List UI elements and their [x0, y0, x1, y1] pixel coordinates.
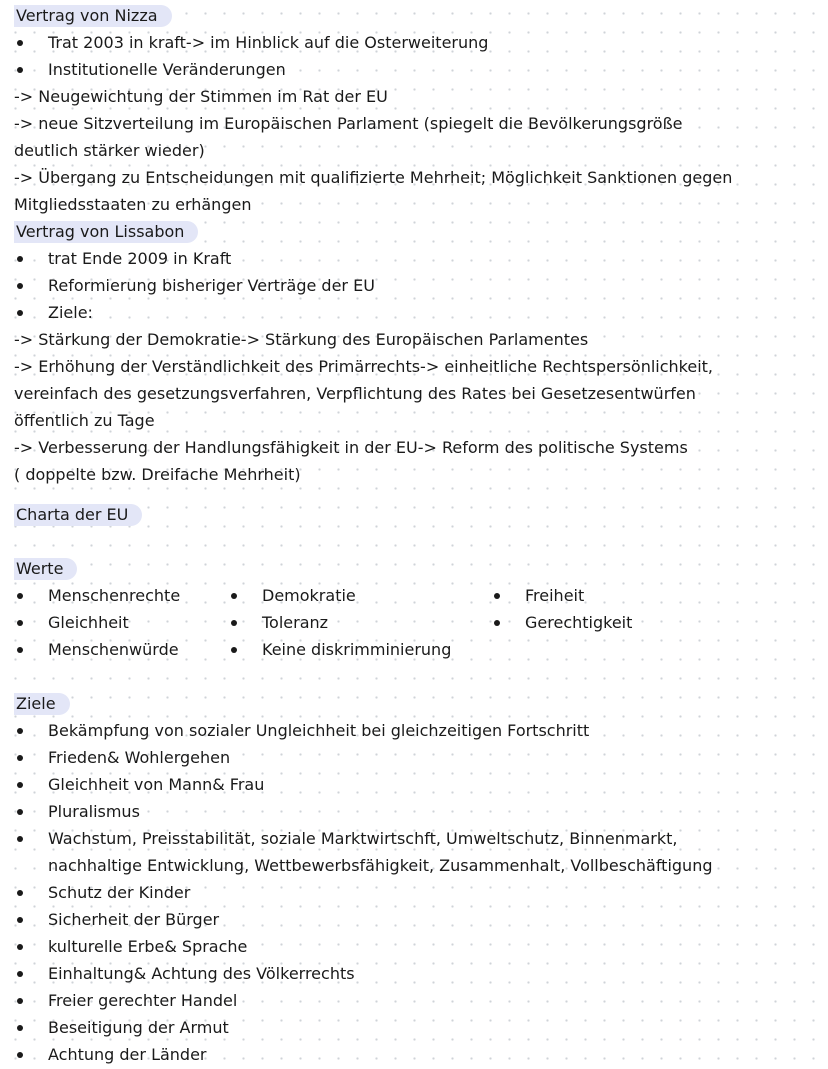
text-line: -> Erhöhung der Verständlichkeit des Primärrechts-> einheitliche Rechtspersönlichkeit,	[14, 357, 714, 376]
text-line: -> Neugewichtung der Stimmen im Rat der EU	[14, 87, 388, 106]
notes-page	[14, 2, 814, 1068]
ziele-item: Bekämpfung von sozialer Ungleichheit bei gleichzeitigen Fortschritt	[14, 717, 814, 744]
heading-highlight: Charta der EU	[14, 504, 142, 526]
section-heading-ziele	[14, 690, 814, 717]
werte-item: Menschenrechte	[14, 582, 180, 609]
ziele-item: Pluralismus	[14, 798, 814, 825]
bullet-item: Reformierung bisheriger Verträge der EU	[14, 272, 814, 299]
werte-row	[14, 609, 814, 636]
ziele-item-continuation: nachhaltige Entwicklung, Wettbewerbsfähigkeit, Zusammenhalt, Vollbeschäftigung	[48, 856, 713, 875]
werte-item: Gerechtigkeit	[491, 609, 632, 636]
bullet-item: Institutionelle Veränderungen	[14, 56, 814, 83]
text-line: -> Stärkung der Demokratie-> Stärkung des Europäischen Parlamentes	[14, 330, 589, 349]
ziele-item: Beseitigung der Armut	[14, 1014, 814, 1041]
heading-highlight: Vertrag von Nizza	[14, 5, 172, 27]
text-line: vereinfach des gesetzungsverfahren, Verpflichtung des Rates bei Gesetzesentwürfen	[14, 384, 696, 403]
werte-item: Menschenwürde	[14, 636, 179, 663]
werte-row	[14, 582, 814, 609]
section-heading-werte	[14, 555, 814, 582]
ziele-item: Freier gerechter Handel	[14, 987, 814, 1014]
ziele-item: Einhaltung& Achtung des Völkerrechts	[14, 960, 814, 987]
text-line: -> Übergang zu Entscheidungen mit qualifizierte Mehrheit; Möglichkeit Sanktionen gegen	[14, 168, 733, 187]
bullet-item: trat Ende 2009 in Kraft	[14, 245, 814, 272]
section-heading-nizza	[14, 2, 814, 29]
werte-item: Demokratie	[228, 582, 356, 609]
werte-item: Freiheit	[491, 582, 584, 609]
ziele-item: Achtung der Länder	[14, 1041, 814, 1068]
werte-row	[14, 636, 814, 663]
text-line: öffentlich zu Tage	[14, 411, 155, 430]
spacer	[14, 488, 814, 501]
heading-highlight: Ziele	[14, 693, 70, 715]
ziele-item: Sicherheit der Bürger	[14, 906, 814, 933]
text-line: deutlich stärker wieder)	[14, 141, 205, 160]
ziele-item: Schutz der Kinder	[14, 879, 814, 906]
section-heading-charta	[14, 501, 814, 528]
heading-highlight: Werte	[14, 558, 77, 580]
spacer	[14, 663, 814, 690]
spacer	[14, 528, 814, 555]
werte-item: Gleichheit	[14, 609, 129, 636]
werte-item: Toleranz	[228, 609, 328, 636]
text-line: -> neue Sitzverteilung im Europäischen Parlament (spiegelt die Bevölkerungsgröße	[14, 114, 683, 133]
werte-item: Keine diskrimminierung	[228, 636, 451, 663]
heading-highlight: Vertrag von Lissabon	[14, 221, 198, 243]
text-line: Mitgliedsstaaten zu erhängen	[14, 195, 252, 214]
text-line: ( doppelte bzw. Dreifache Mehrheit)	[14, 465, 301, 484]
section-heading-lissabon	[14, 218, 814, 245]
ziele-item: kulturelle Erbe& Sprache	[14, 933, 814, 960]
ziele-item: Frieden& Wohlergehen	[14, 744, 814, 771]
text-line: -> Verbesserung der Handlungsfähigkeit in der EU-> Reform des politische Systems	[14, 438, 688, 457]
bullet-item: Trat 2003 in kraft-> im Hinblick auf die Osterweiterung	[14, 29, 814, 56]
ziele-item: Wachstum, Preisstabilität, soziale Marktwirtschft, Umweltschutz, Binnenmarkt,	[14, 825, 814, 852]
bullet-item: Ziele:	[14, 299, 814, 326]
ziele-item: Gleichheit von Mann& Frau	[14, 771, 814, 798]
